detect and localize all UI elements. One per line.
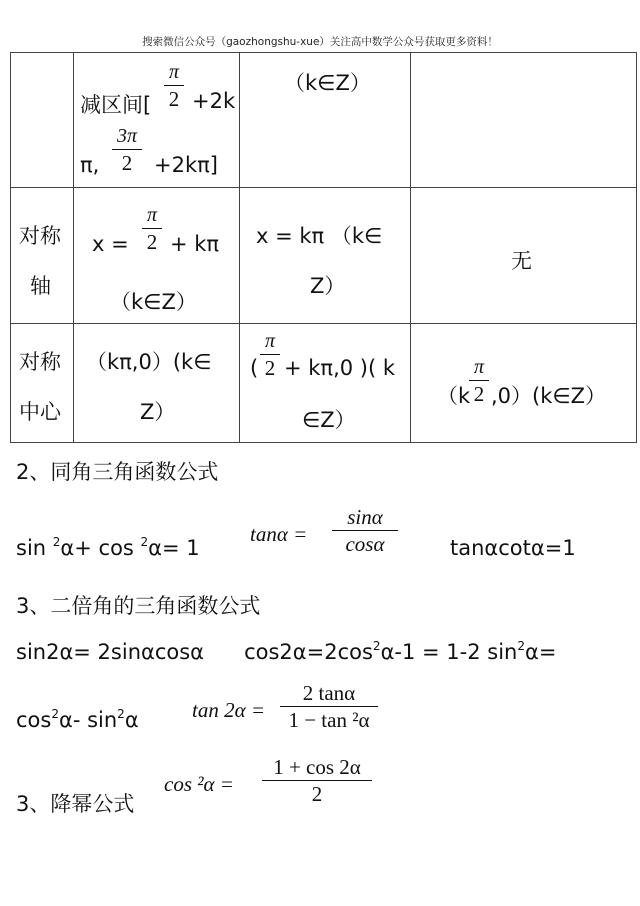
sin-over-cos-fraction: sinα cosα — [332, 506, 398, 555]
axis-col3-cell — [240, 188, 411, 324]
k-in-z: （k∈Z） — [284, 71, 371, 95]
center-label-line2: 中心 — [19, 400, 61, 424]
center-col4-cell — [411, 324, 637, 443]
cos-squared-lhs: cos ²α = — [164, 772, 234, 796]
axis-plus-kpi: + kπ — [170, 232, 220, 256]
center-col2-cell — [74, 324, 240, 443]
center-k: （k — [437, 384, 471, 408]
double-angle-line1: sin2α= 2sinαcosα $\cos 2\alpha=2\cos^2\alpha-1 = 1-2$ $\sin^2\alpha=$ — [16, 639, 557, 664]
axis-label-line2: 轴 — [30, 274, 51, 298]
section-4-title: 3、降幂公式 — [16, 792, 135, 816]
fraction-pi-over-2: π 2 — [260, 330, 280, 379]
axis-none: 无 — [511, 249, 532, 273]
interval-plus-2kpi: +2kπ] — [154, 153, 218, 177]
tan-alpha-lhs: tanα = — [250, 522, 308, 546]
section-2-title: 2、同角三角函数公式 — [16, 460, 219, 484]
axis-k-in-z: （k∈Z） — [110, 290, 197, 314]
row1-label-cell — [11, 53, 74, 188]
page-header-note: 搜索微信公众号（gaozhongshu-xue）关注高中数学公众号获取更多资料！ — [142, 36, 498, 48]
row1-col3-cell — [240, 53, 411, 188]
center-of-symmetry-label-cell — [11, 324, 74, 443]
pythagorean-identity: sin $^2$α+ cos $^2$α= 1 — [16, 535, 200, 560]
tan-cot-identity: tanαcotα=1 — [450, 536, 576, 560]
interval-plus-2k: +2k — [192, 89, 236, 113]
center-0-k-in-z: ,0）(k∈Z） — [491, 384, 607, 408]
center-kpi-0: （kπ,0）(k∈ — [86, 350, 212, 374]
fraction-pi-over-2: π 2 — [469, 356, 489, 405]
fraction-3pi-over-2: 3π 2 — [112, 125, 142, 174]
fraction-pi-over-2: π 2 — [142, 204, 162, 253]
axis-col4-cell — [411, 188, 637, 324]
trig-properties-table — [10, 52, 637, 443]
interval-prefix: 减区间[ — [80, 93, 152, 117]
center-z: Z） — [140, 400, 176, 424]
axis-col2-cell — [74, 188, 240, 324]
power-reduction-fraction: 1 + cos 2α 2 — [262, 756, 372, 805]
center-col3-cell — [240, 324, 411, 443]
tan-2alpha-lhs: tan 2α = — [192, 698, 266, 722]
center-plus-kpi: + kπ,0 )( k — [284, 356, 396, 380]
row1-decreasing-interval-cell — [74, 53, 240, 188]
row1-col4-cell — [411, 53, 637, 188]
axis-label-line1: 对称 — [19, 224, 61, 248]
fraction-pi-over-2: π 2 — [164, 61, 184, 110]
tan-double-angle-fraction: 2 tanα 1 − tan ²α — [280, 682, 378, 731]
center-in-z: ∈Z） — [302, 408, 356, 432]
center-open-paren: ( — [250, 356, 259, 380]
section-3-title: 3、二倍角的三角函数公式 — [16, 594, 261, 618]
center-label-line1: 对称 — [19, 350, 61, 374]
axis-of-symmetry-label-cell — [11, 188, 74, 324]
axis-x-equals: x = — [92, 232, 129, 256]
double-angle-line2: $\cos^2\alpha-$ $\sin^2\alpha$ — [16, 707, 139, 732]
interval-pi: π, — [80, 153, 100, 177]
axis-x-eq-kpi: x = kπ （k∈ — [256, 224, 383, 248]
axis-z: Z） — [310, 274, 346, 298]
